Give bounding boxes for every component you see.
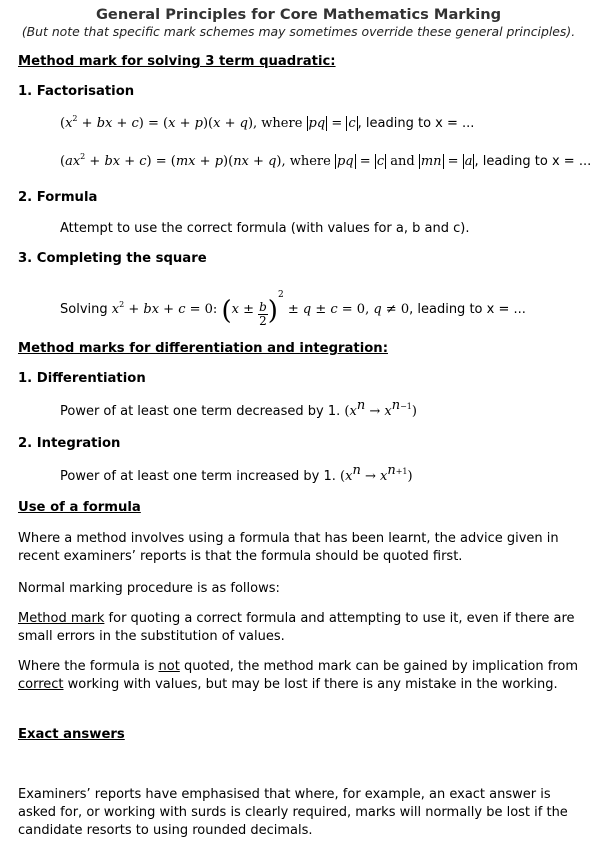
integration-text: Power of at least one term increased by 1. [60, 469, 336, 484]
exact-answers-heading: Exact answers [18, 727, 125, 742]
completing-square-prefix: Solving [60, 302, 108, 317]
method-mark-term: Method mark [18, 611, 105, 626]
formula-heading: 2. Formula [18, 190, 98, 205]
formula-use-para-4-a: Where the formula is [18, 659, 159, 674]
calculus-heading: Method marks for differentiation and integration: [18, 341, 388, 356]
completing-square-heading: 3. Completing the square [18, 251, 207, 266]
factorisation-formula-1: ($x^2$ + bx + c) = (x + p)(x + q), where pq = c [60, 114, 356, 131]
formula-use-para-3-rest: for quoting a correct formula and attempting to use it, even if there are small errors in the substitution of values. [18, 611, 575, 644]
factorisation-line-1 [60, 116, 474, 131]
completing-square-line [60, 290, 526, 328]
factorisation-line-2-tail: , leading to x = ... [474, 154, 592, 169]
formula-text: Attempt to use the correct formula (with values for a, b and c). [60, 221, 470, 236]
differentiation-text: Power of at least one term decreased by 1. [60, 404, 341, 419]
factorisation-formula-2: ($ax^2$ + bx + c) = (mx + p)(nx + q), where pq = c and mn = a [60, 152, 473, 169]
integration-heading: 2. Integration [18, 436, 121, 451]
formula-use-para-3 [18, 610, 578, 646]
integration-line [60, 463, 413, 484]
differentiation-heading: 1. Differentiation [18, 371, 146, 386]
factorisation-line-2 [60, 154, 591, 169]
differentiation-line [60, 398, 417, 419]
quadratic-heading: Method mark for solving 3 term quadratic: [18, 54, 336, 69]
page-subtitle: (But note that specific mark schemes may sometimes override these general principles). [21, 24, 576, 39]
formula-use-para-1: Where a method involves using a formula that has been learnt, the advice given in recent examiners’ reports is that the formula should be quoted first. [18, 531, 559, 564]
factorisation-heading: 1. Factorisation [18, 84, 135, 99]
formula-use-heading: Use of a formula [18, 500, 141, 515]
formula-use-para-2: Normal marking procedure is as follows: [18, 581, 280, 596]
exact-answers-para: Examiners’ reports have emphasised that where, for example, an exact answer is asked for, or working with surds is clearly required, marks will normally be lost if the candidate resorts to using rounded decimals. [18, 787, 568, 838]
completing-square-formula: $x^2$ + bx + c = 0: (x ± $\frac{b}{2}$ )$^2$ ± q ± c = 0, q ≠ 0 [111, 290, 410, 328]
factorisation-line-1-tail: , leading to x = ... [357, 116, 475, 131]
correct-emphasis: correct [18, 677, 64, 692]
not-emphasis: not [158, 659, 180, 674]
formula-use-para-4-c: working with values, but may be lost if there is any mistake in the working. [63, 677, 558, 692]
formula-use-para-4 [18, 658, 578, 694]
differentiation-formula: $(x^n \to x^{n-1})$ [344, 398, 417, 419]
formula-use-para-4-b: quoted, the method mark can be gained by implication from [179, 659, 579, 674]
page-title: General Principles for Core Mathematics Marking [95, 6, 502, 23]
integration-formula: $(x^n \to x^{n+1})$ [340, 463, 413, 484]
completing-square-tail: , leading to x = ... [409, 302, 526, 317]
